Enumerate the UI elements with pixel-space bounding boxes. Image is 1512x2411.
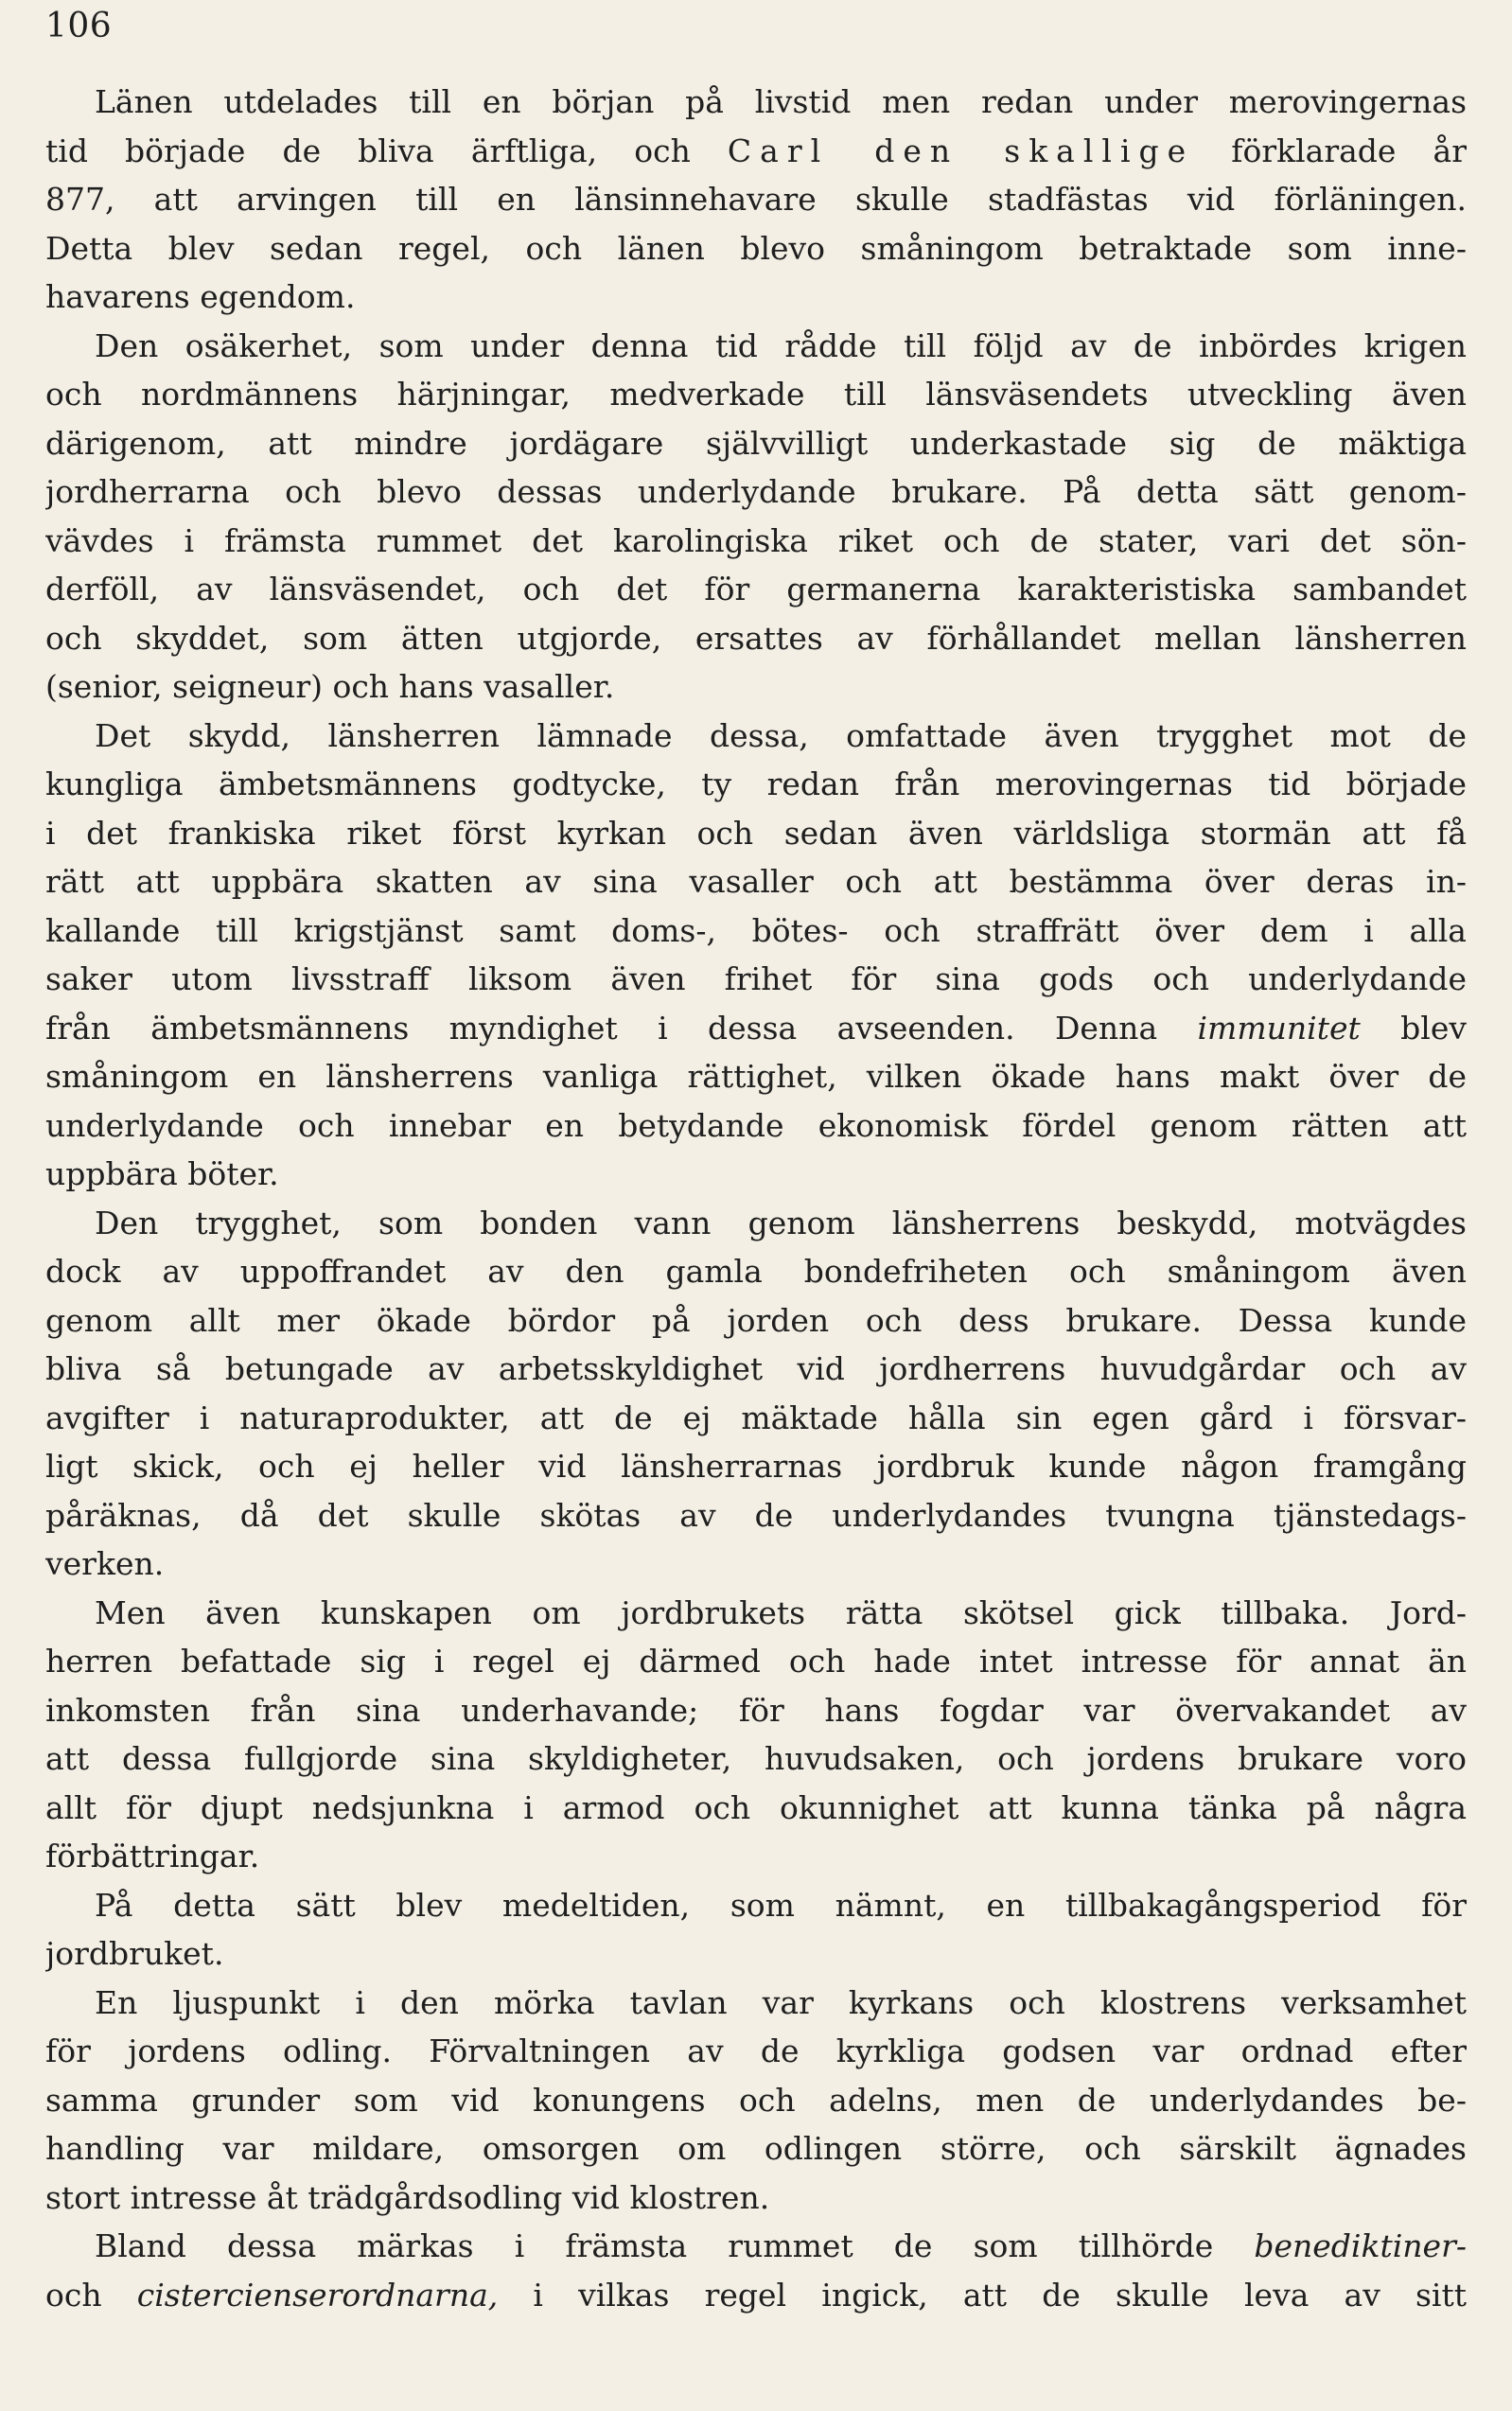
text-line: [45, 78, 1467, 127]
text-line: [45, 2222, 1467, 2271]
text-segment: (senior, seigneur) och hans vasaller.: [45, 668, 615, 705]
text-segment: förklarade år: [1194, 132, 1467, 169]
text-line: [45, 1150, 1467, 1199]
text-segment: handling var mildare, omsorgen om odlingen större, och särskilt ägnades: [45, 2130, 1467, 2167]
text-line: [45, 2271, 1467, 2320]
text-segment: Bland dessa märkas i främsta rummet de som tillhörde: [95, 2227, 1255, 2264]
text-line: [45, 614, 1467, 663]
italic-term: immunitet: [1197, 1009, 1361, 1047]
text-segment: Det skydd, länsherren lämnade dessa, omfattade även trygghet mot de: [95, 716, 1467, 754]
text-segment: förbättringar.: [45, 1838, 260, 1874]
text-line: [45, 370, 1467, 419]
text-segment: Detta blev sedan regel, och länen blevo småningom betraktade som inne-: [45, 229, 1467, 267]
text-line: [45, 1296, 1467, 1346]
text-line: [45, 760, 1467, 809]
text-segment: På detta sätt blev medeltiden, som nämnt, en tillbakagångsperiod för: [95, 1886, 1467, 1924]
text-segment: Men även kunskapen om jordbrukets rätta skötsel gick tillbaka. Jord-: [95, 1593, 1467, 1631]
text-line: [45, 1247, 1467, 1296]
text-line: [45, 1101, 1467, 1151]
text-line: [45, 322, 1467, 371]
text-line: [45, 565, 1467, 614]
text-line: [45, 1004, 1467, 1053]
text-segment: och nordmännens härjningar, medverkade till länsväsendets utveckling även: [45, 376, 1467, 413]
text-segment: jordherrarna och blevo dessas underlydande brukare. På detta sätt genom-: [45, 473, 1467, 510]
text-segment: inkomsten från sina underhavande; för hans fogdar var övervakandet av: [45, 1691, 1467, 1729]
text-line: [45, 224, 1467, 273]
text-segment: samma grunder som vid konungens och adelns, men de underlydandes be-: [45, 2081, 1467, 2119]
text-line: [45, 1832, 1467, 1881]
text-line: [45, 175, 1467, 224]
text-line: [45, 712, 1467, 761]
text-segment: genom allt mer ökade bördor på jorden och dess brukare. Dessa kunde: [45, 1301, 1467, 1339]
text-line: [45, 955, 1467, 1004]
text-segment: från ämbetsmännens myndighet i dessa avseenden. Denna: [45, 1009, 1198, 1047]
text-segment: Den osäkerhet, som under denna tid rådde till följd av de inbördes krigen: [95, 326, 1467, 364]
text-segment: att dessa fullgjorde sina skyldigheter, huvudsaken, och jordens brukare voro: [45, 1740, 1467, 1777]
italic-term: cistercienserordnarna,: [136, 2276, 499, 2314]
text-line: [45, 1686, 1467, 1735]
text-segment: vävdes i främsta rummet det karolingiska riket och de stater, vari det sön-: [45, 521, 1467, 559]
text-line: [45, 273, 1467, 322]
text-line: [45, 1881, 1467, 1930]
text-segment: rätt att uppbära skatten av sina vasaller och att bestämma över deras in-: [45, 863, 1467, 900]
text-line: [45, 1491, 1467, 1540]
text-segment: verken.: [45, 1545, 165, 1582]
text-line: [45, 517, 1467, 566]
text-segment: bliva så betungade av arbetsskyldighet vid jordherrens huvudgårdar och av: [45, 1350, 1467, 1387]
text-segment: derföll, av länsväsendet, och det för germanerna karakteristiska sambandet: [45, 571, 1467, 607]
text-line: [45, 467, 1467, 517]
text-segment: kungliga ämbetsmännens godtycke, ty redan från merovingernas tid började: [45, 766, 1467, 802]
text-segment: Den trygghet, som bonden vann genom länsherrens beskydd, motvägdes: [95, 1204, 1467, 1241]
text-line: [45, 662, 1467, 712]
text-segment: påräknas, då det skulle skötas av de underlydandes tvungna tjänstedags-: [45, 1496, 1467, 1534]
text-line: [45, 127, 1467, 176]
body-text: [45, 78, 1467, 2319]
text-segment: Länen utdelades till en början på livstid men redan under merovingernas: [95, 83, 1467, 120]
text-segment: herren befattade sig i regel ej därmed och hade intet intresse för annat än: [45, 1643, 1467, 1680]
text-line: [45, 2027, 1467, 2076]
text-segment: allt för djupt nedsjunkna i armod och okunnighet att kunna tänka på några: [45, 1788, 1467, 1826]
page-number: 106: [45, 7, 113, 45]
text-segment: kallande till krigstjänst samt doms-, bötes- och straffrätt över dem i alla: [45, 911, 1467, 949]
text-line: [45, 1199, 1467, 1248]
text-line: [45, 1394, 1467, 1443]
text-line: [45, 1637, 1467, 1686]
text-line: [45, 1540, 1467, 1589]
text-line: [45, 809, 1467, 858]
text-segment: blev: [1360, 1009, 1467, 1047]
text-segment: dock av uppoffrandet av den gamla bondefriheten och småningom även: [45, 1253, 1467, 1290]
text-line: [45, 1442, 1467, 1491]
italic-term: benediktiner-: [1254, 2227, 1467, 2264]
text-line: [45, 1734, 1467, 1784]
spaced-name: Carl den skallige: [727, 132, 1195, 169]
text-line: [45, 1345, 1467, 1394]
text-segment: i det frankiska riket först kyrkan och sedan även världsliga stormän att få: [45, 814, 1467, 852]
text-segment: saker utom livsstraff liksom även frihet för sina gods och underlydande: [45, 960, 1467, 997]
text-segment: småningom en länsherrens vanliga rättighet, vilken ökade hans makt över de: [45, 1058, 1467, 1095]
text-segment: uppbära böter.: [45, 1155, 279, 1192]
text-line: [45, 419, 1467, 468]
text-segment: därigenom, att mindre jordägare självvilligt underkastade sig de mäktiga: [45, 424, 1467, 462]
text-segment: ligt skick, och ej heller vid länsherrarnas jordbruk kunde någon framgång: [45, 1448, 1467, 1485]
text-line: [45, 1929, 1467, 1979]
text-segment: för jordens odling. Förvaltningen av de kyrkliga godsen var ordnad efter: [45, 2033, 1467, 2069]
text-line: [45, 2173, 1467, 2223]
text-line: [45, 1979, 1467, 2028]
text-line: [45, 857, 1467, 906]
text-segment: och skyddet, som ätten utgjorde, ersattes av förhållandet mellan länsherren: [45, 619, 1467, 657]
text-segment: och: [45, 2276, 137, 2314]
text-line: [45, 1784, 1467, 1833]
text-line: [45, 906, 1467, 956]
text-line: [45, 1589, 1467, 1638]
text-segment: havarens egendom.: [45, 278, 356, 315]
text-segment: tid började de bliva ärftliga, och: [45, 132, 728, 169]
text-line: [45, 1052, 1467, 1101]
text-segment: jordbruket.: [45, 1935, 224, 1972]
text-segment: i vilkas regel ingick, att de skulle leva av sitt: [498, 2276, 1467, 2314]
text-line: [45, 2076, 1467, 2125]
text-segment: 877, att arvingen till en länsinnehavare skulle stadfästas vid förläningen.: [45, 181, 1467, 218]
text-segment: underlydande och innebar en betydande ekonomisk fördel genom rätten att: [45, 1106, 1467, 1144]
text-segment: stort intresse åt trädgårdsodling vid klostren.: [45, 2178, 770, 2216]
text-segment: avgifter i naturaprodukter, att de ej mäktade hålla sin egen gård i försvar-: [45, 1399, 1467, 1436]
text-line: [45, 2124, 1467, 2173]
text-segment: En ljuspunkt i den mörka tavlan var kyrkans och klostrens verksamhet: [95, 1983, 1467, 2021]
